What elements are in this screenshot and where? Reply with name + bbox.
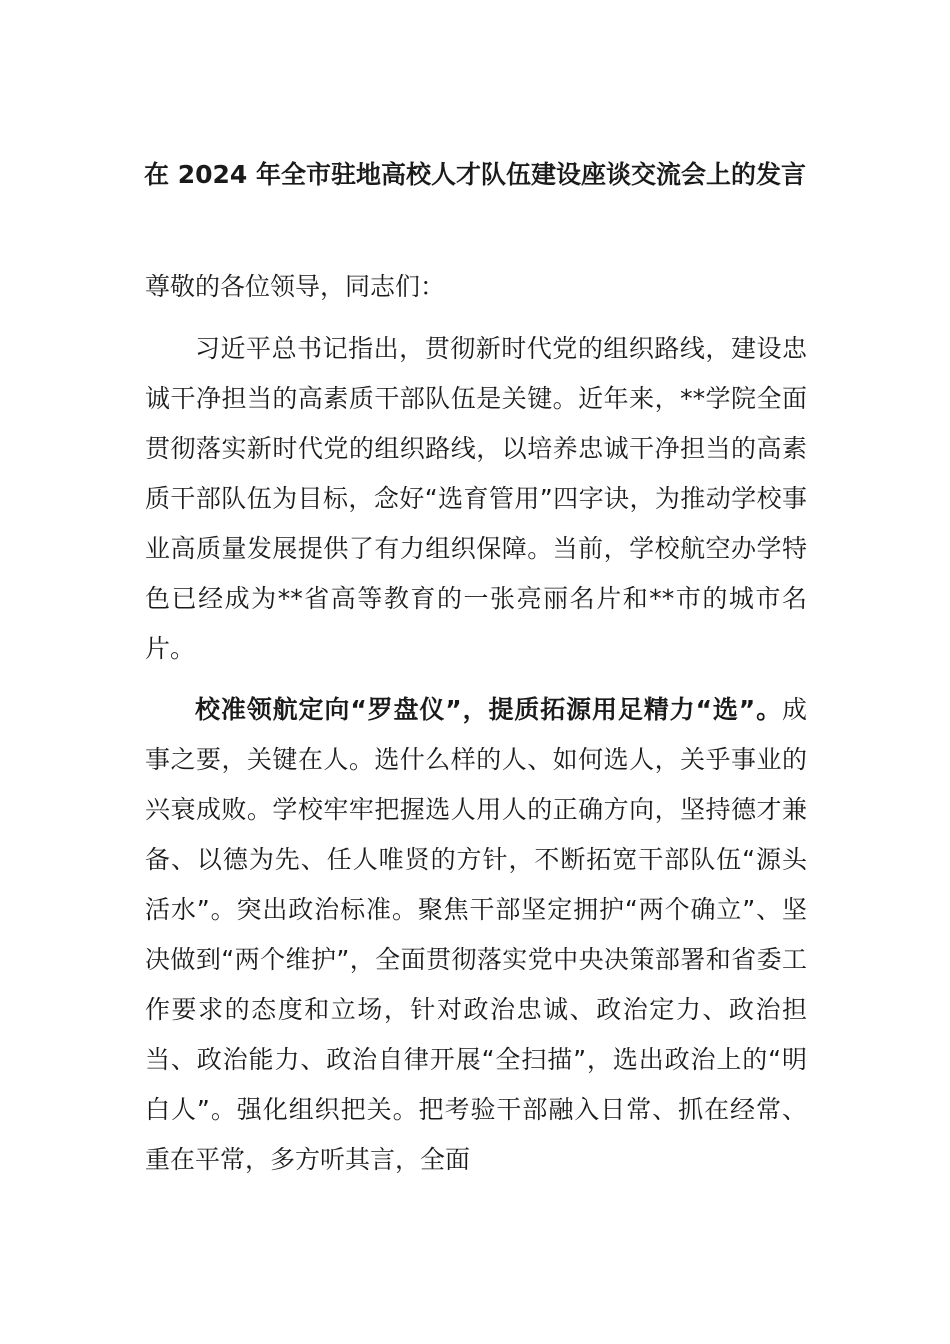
paragraph-text: 成事之要，关键在人。选什么样的人、如何选人，关乎事业的兴衰成败。学校牢牢把握选人用人的正确方向，坚持德才兼备、以德为先、任人唯贤的方针，不断拓宽干部队伍“源头活水”。突出政治标准。聚焦干部坚定拥护“两个确立”、坚决做到“两个维护”，全面贯彻落实党中央决策部署和省委工作要求的态度和立场，针对政治忠诚、政治定力、政治担当、政治能力、政治自律开展“全扫描”，选出政治上的“明白人”。强化组织把关。把考验干部融入日常、抓在经常、重在平常，多方听其言，全面 — [145, 695, 807, 1174]
document-body — [145, 262, 807, 1196]
paragraph-intro — [145, 324, 807, 674]
paragraph-text: 习近平总书记指出，贯彻新时代党的组织路线，建设忠诚干净担当的高素质干部队伍是关键。近年来，**学院全面贯彻落实新时代党的组织路线，以培养忠诚干净担当的高素质干部队伍为目标，念好“选育管用”四字诀，为推动学校事业高质量发展提供了有力组织保障。当前，学校航空办学特色已经成为**省高等教育的一张亮丽名片和**市的城市名片。 — [145, 334, 807, 663]
salutation: 尊敬的各位领导，同志们： — [145, 272, 446, 301]
paragraph-lead: 校准领航定向“罗盘仪”，提质拓源用足精力“选”。 — [195, 695, 782, 724]
document-title: 在 2024 年全市驻地高校人才队伍建设座谈交流会上的发言 — [144, 160, 806, 189]
paragraph-selection — [145, 685, 807, 1185]
